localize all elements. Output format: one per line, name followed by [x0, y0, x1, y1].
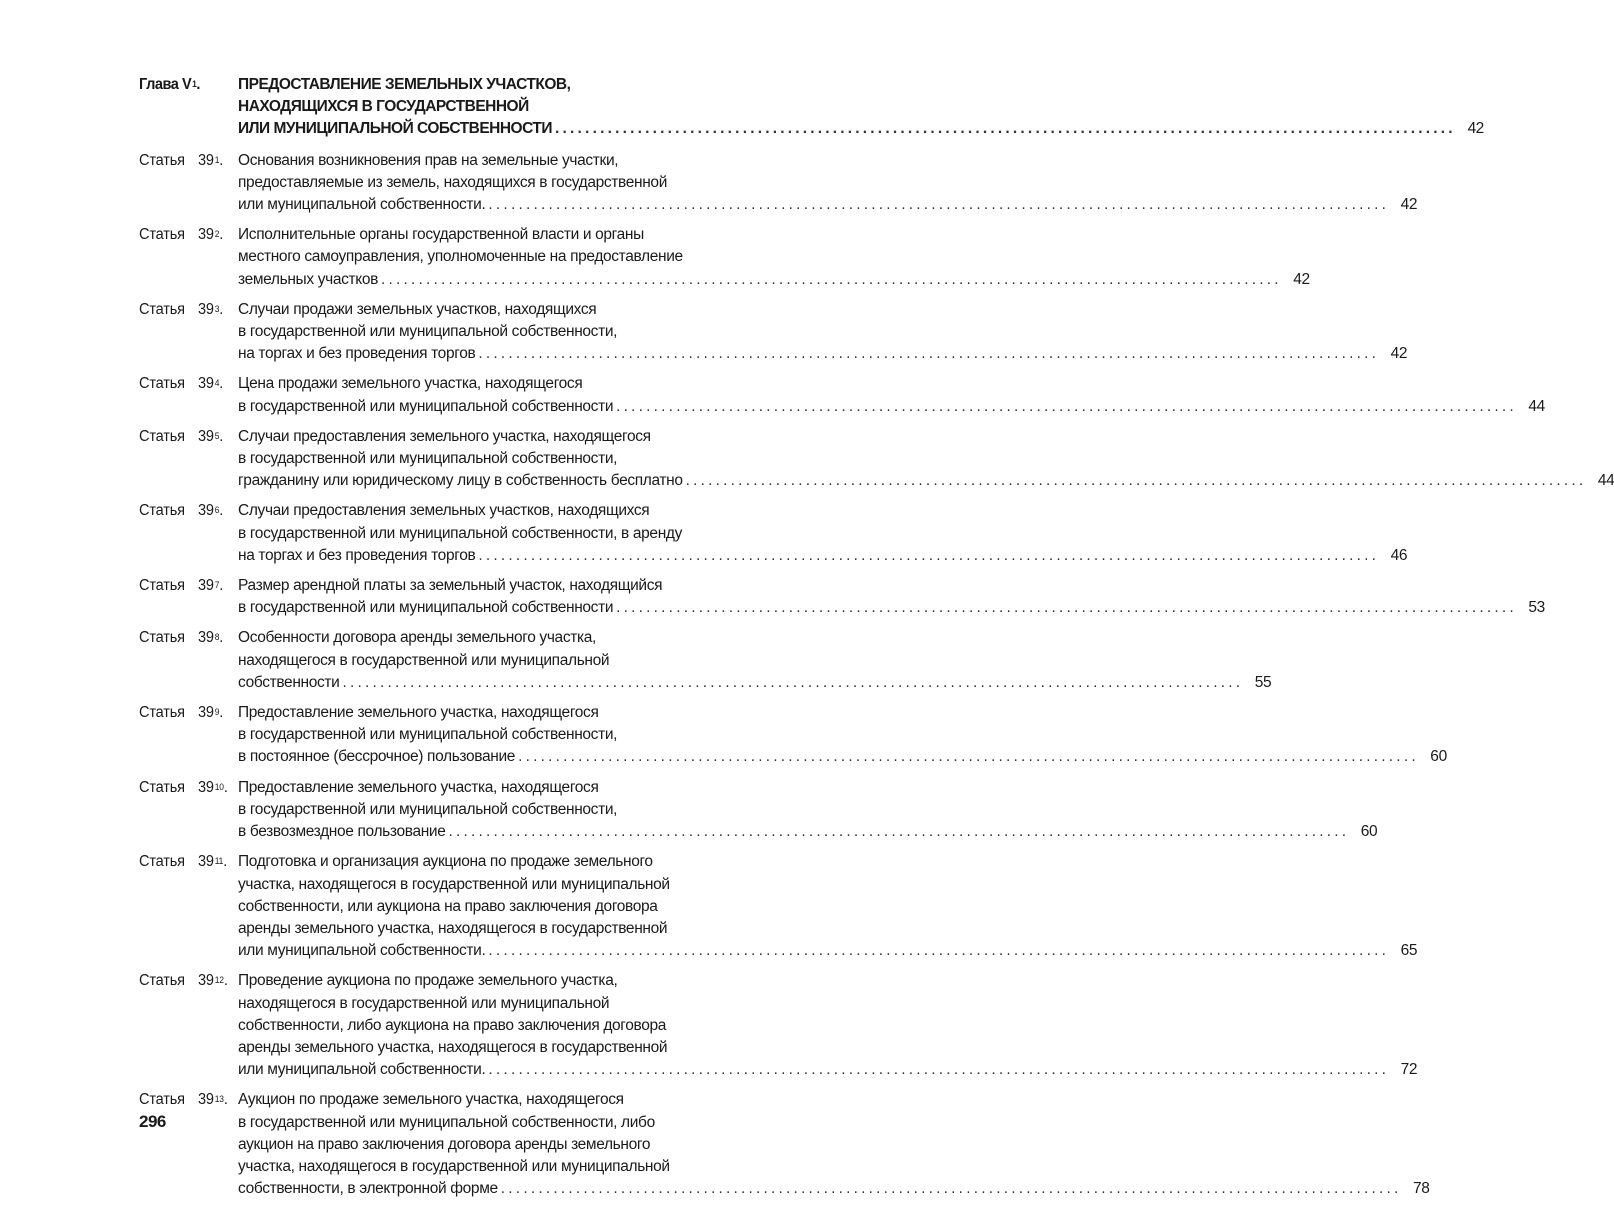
article-title-line: аренды земельного участка, находящегося в государственной — [238, 1038, 668, 1056]
article-title-line: собственности, либо аукциона на право заключения договора — [238, 1016, 667, 1034]
chapter-title-last-line: ИЛИ МУНИЦИПАЛЬНОЙ СОБСТВЕННОСТИ ........................................................................................................................ 42 — [238, 118, 1484, 140]
page-number: 42 — [1390, 345, 1408, 363]
leader-dots: ........................................................................................................................ — [518, 748, 1419, 766]
article-title-last-line: в постоянное (бессрочное) пользование ........................................................................................................................ 60 — [238, 746, 1447, 768]
article-label: Статья $39^1$. — [139, 151, 224, 169]
page-number: 60 — [1430, 748, 1447, 766]
article-title-line: предоставляемые из земель, находящихся в государственной — [238, 173, 668, 191]
article-label: Статья $39^{13}$. — [139, 1091, 228, 1109]
page-number: 46 — [1390, 546, 1408, 564]
chapter-title-line: ПРЕДОСТАВЛЕНИЕ ЗЕМЕЛЬНЫХ УЧАСТКОВ, — [238, 76, 571, 93]
article-label: Статья $39^{12}$. — [139, 972, 228, 990]
leader-dots: ........................................................................................................................ — [555, 120, 1456, 138]
article-title-line: аренды земельного участка, находящегося в государственной — [238, 919, 668, 937]
article-title — [238, 299, 1407, 366]
toc-article-entry — [139, 1089, 1430, 1200]
article-title-line: в государственной или муниципальной собственности, в аренду — [238, 524, 683, 542]
article-title-last-line: или муниципальной собственности. ........................................................................................................................ 42 — [238, 194, 1417, 216]
toc-article-entry — [139, 851, 1418, 962]
article-title-line: в государственной или муниципальной собственности, — [238, 450, 618, 468]
article-title-line: Случаи предоставления земельного участка, находящегося — [238, 427, 651, 445]
page-folio: 296 — [139, 1112, 166, 1131]
toc-article-entry — [139, 373, 1545, 417]
table-of-contents — [139, 74, 1614, 1208]
article-title — [238, 373, 1545, 417]
leader-dots: ........................................................................................................................ — [500, 1180, 1402, 1198]
article-label: Статья $39^8$. — [139, 629, 224, 647]
article-title-line: Особенности договора аренды земельного участка, — [238, 629, 596, 647]
page-number: 72 — [1400, 1061, 1418, 1079]
article-title-line: в государственной или муниципальной собственности, — [238, 726, 618, 744]
page-number: 55 — [1254, 673, 1272, 691]
article-title — [238, 627, 1271, 694]
article-title — [238, 150, 1417, 217]
leader-dots: ........................................................................................................................ — [488, 196, 1390, 214]
toc-article-entry — [139, 426, 1614, 493]
chapter-title — [238, 74, 1484, 141]
article-title-line: в государственной или муниципальной собственности, — [238, 800, 618, 818]
article-title-line: Размер арендной платы за земельный участок, находящийся — [238, 577, 663, 595]
leader-dots: ........................................................................................................................ — [616, 397, 1517, 415]
article-title-last-line: гражданину или юридическому лицу в собственность бесплатно ........................................................................................................................ 44 — [238, 470, 1614, 492]
article-title — [238, 1089, 1430, 1200]
article-title-last-line: на торгах и без проведения торгов ........................................................................................................................ 42 — [238, 343, 1407, 365]
article-title-line: Аукцион по продаже земельного участка, находящегося — [238, 1091, 624, 1109]
article-title — [238, 426, 1614, 493]
leader-dots: ........................................................................................................................ — [488, 942, 1390, 960]
article-label: Статья $39^6$. — [139, 502, 224, 520]
leader-dots: ........................................................................................................................ — [616, 599, 1517, 617]
article-title-line: Цена продажи земельного участка, находящегося — [238, 375, 583, 393]
article-title-last-line: в государственной или муниципальной собственности ........................................................................................................................ 44 — [238, 396, 1545, 418]
leader-dots: ........................................................................................................................ — [381, 270, 1282, 288]
article-title-line: Случаи продажи земельных участков, находящихся — [238, 300, 597, 318]
article-title-line: участка, находящегося в государственной или муниципальной — [238, 1157, 670, 1175]
article-label: Статья $39^{11}$. — [139, 853, 228, 871]
toc-article-entry — [139, 702, 1447, 769]
leader-dots: ........................................................................................................................ — [478, 546, 1380, 564]
article-label: Статья $39^{10}$. — [139, 778, 228, 796]
article-title-line: Проведение аукциона по продаже земельного участка, — [238, 972, 618, 990]
article-title-line: местного самоуправления, уполномоченные на предоставление — [238, 248, 683, 266]
article-title-last-line: собственности ........................................................................................................................ 55 — [238, 672, 1271, 694]
toc-article-entry — [139, 500, 1408, 567]
article-title-line: Исполнительные органы государственной власти и органы — [238, 226, 644, 244]
article-title-line: находящегося в государственной или муниципальной — [238, 651, 610, 669]
article-list — [139, 150, 1614, 1201]
article-title-line: Предоставление земельного участка, находящегося — [238, 704, 599, 722]
article-title-line: Подготовка и организация аукциона по продаже земельного — [238, 853, 653, 871]
article-label: Статья $39^9$. — [139, 704, 224, 722]
article-title-last-line: в безвозмездное пользование ........................................................................................................................ 60 — [238, 821, 1377, 843]
leader-dots: ........................................................................................................................ — [488, 1061, 1390, 1079]
leader-dots: ........................................................................................................................ — [342, 673, 1244, 691]
article-title — [238, 851, 1417, 962]
article-title — [238, 702, 1447, 769]
article-label: Статья $39^7$. — [139, 577, 224, 595]
article-title-line: участка, находящегося в государственной или муниципальной — [238, 875, 670, 893]
article-label: Статья $39^3$. — [139, 300, 224, 318]
article-label: Статья $39^2$. — [139, 226, 224, 244]
chapter-title-line: НАХОДЯЩИХСЯ В ГОСУДАРСТВЕННОЙ — [238, 98, 529, 116]
article-title-line: в государственной или муниципальной собственности, либо — [238, 1113, 655, 1131]
article-title — [238, 224, 1310, 291]
article-title-line: Случаи предоставления земельных участков, находящихся — [238, 502, 650, 520]
page-number: 78 — [1413, 1180, 1430, 1198]
page-number: 42 — [1293, 270, 1310, 288]
article-title-last-line: или муниципальной собственности. ........................................................................................................................ 65 — [238, 940, 1417, 962]
article-title-line: находящегося в государственной или муниципальной — [238, 994, 610, 1012]
toc-article-entry — [139, 970, 1418, 1081]
toc-article-entry — [139, 575, 1545, 619]
toc-article-entry — [139, 150, 1418, 217]
article-title-last-line: или муниципальной собственности. ........................................................................................................................ 72 — [238, 1059, 1417, 1081]
article-label: Статья $39^5$. — [139, 427, 224, 445]
page-number: 42 — [1467, 120, 1484, 138]
article-title-line: Предоставление земельного участка, находящегося — [238, 778, 599, 796]
article-title-last-line: земельных участков ........................................................................................................................ 42 — [238, 269, 1310, 291]
article-title-line: Основания возникновения прав на земельные участки, — [238, 151, 619, 169]
chapter-label: Глава $V^1$. — [139, 76, 201, 93]
article-title — [238, 500, 1407, 567]
page-number: 60 — [1360, 823, 1378, 841]
toc-article-entry — [139, 299, 1408, 366]
leader-dots: ........................................................................................................................ — [448, 823, 1350, 841]
page-number: 44 — [1597, 472, 1614, 490]
article-title — [238, 777, 1377, 844]
article-title-last-line: на торгах и без проведения торгов ........................................................................................................................ 46 — [238, 545, 1407, 567]
article-title-last-line: собственности, в электронной форме ........................................................................................................................ 78 — [238, 1178, 1430, 1200]
article-title-line: аукцион на право заключения договора аренды земельного — [238, 1135, 651, 1153]
article-title-line: собственности, или аукциона на право заключения договора — [238, 897, 658, 915]
leader-dots: ........................................................................................................................ — [685, 472, 1587, 490]
page-number: 53 — [1528, 599, 1545, 617]
toc-article-entry — [139, 777, 1378, 844]
leader-dots: ........................................................................................................................ — [478, 345, 1380, 363]
page-number: 65 — [1400, 942, 1418, 960]
page-number: 44 — [1528, 397, 1545, 415]
toc-chapter-entry — [139, 74, 1484, 141]
page-number: 42 — [1400, 196, 1418, 214]
article-title — [238, 970, 1417, 1081]
article-label: Статья $39^4$. — [139, 375, 224, 393]
article-title — [238, 575, 1545, 619]
toc-article-entry — [139, 627, 1272, 694]
toc-article-entry — [139, 224, 1310, 291]
article-title-last-line: в государственной или муниципальной собственности ........................................................................................................................ 53 — [238, 597, 1545, 619]
article-title-line: в государственной или муниципальной собственности, — [238, 323, 618, 341]
